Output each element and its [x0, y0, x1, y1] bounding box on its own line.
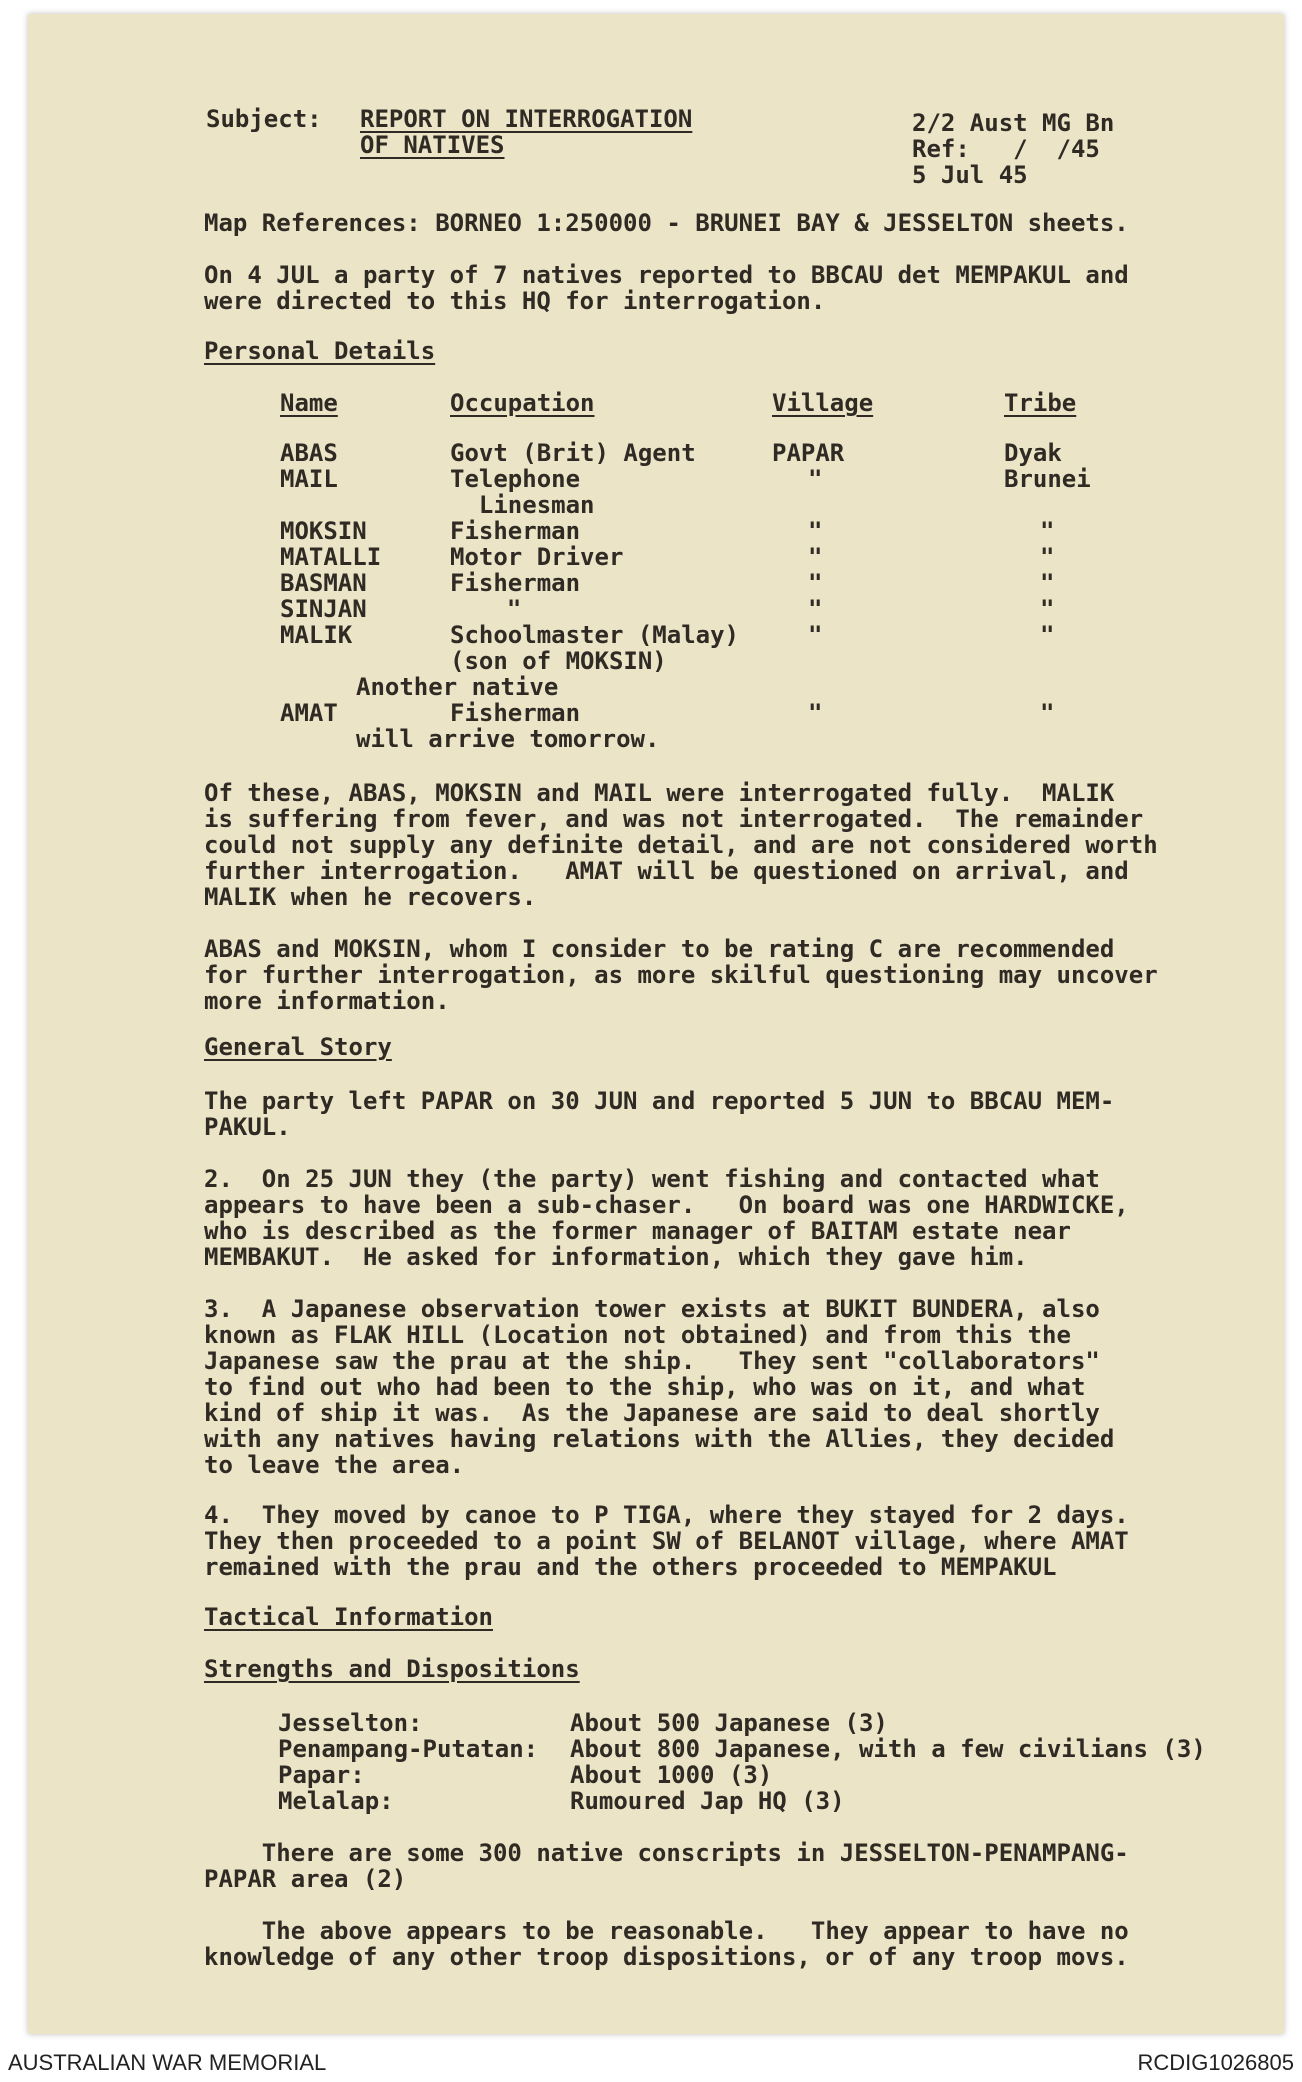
subject-line-2: OF NATIVES [360, 131, 505, 159]
disposition-detail: About 1000 (3) [570, 1761, 773, 1789]
col-header-occupation: Occupation [450, 389, 595, 417]
personal-details-heading: Personal Details [204, 337, 436, 365]
another-native-note: Another native [356, 673, 559, 701]
subject-line-1: REPORT ON INTERROGATION [360, 105, 693, 133]
col-header-name: Name [280, 389, 338, 417]
cell-tribe: " [1040, 699, 1055, 727]
cell-name: AMAT [280, 699, 338, 727]
paragraph-rating: ABAS and MOKSIN, whom I consider to be rating C are recommended for further interrogation, as more skilful questioning may uncover more information. [204, 935, 1158, 1015]
cell-village: " [808, 699, 823, 727]
cell-village: " [808, 595, 823, 623]
cell-occupation: Motor Driver [450, 543, 624, 571]
cell-village: " [808, 465, 823, 493]
disposition-place: Penampang-Putatan: [278, 1735, 539, 1763]
cell-occupation: Fisherman [450, 517, 581, 545]
cell-village: " [808, 517, 823, 545]
cell-village: " [808, 569, 823, 597]
cell-name: MALIK [280, 621, 353, 649]
cell-name: ABAS [280, 439, 338, 467]
subject-label: Subject: [206, 105, 322, 133]
cell-occupation: Telephone Linesman [450, 465, 595, 519]
paragraph-reasonable: The above appears to be reasonable. They appear to have no knowledge of any other troop dispositions, or of any troop movs. [204, 1917, 1129, 1971]
paragraph-interrogation: Of these, ABAS, MOKSIN and MAIL were interrogated fully. MALIK is suffering from fever, and was not interrogated. The remainder could not supply any definite detail, and are not considered worth further interrogation. AMAT will be questioned on arrival, and MALIK when he recovers. [204, 779, 1158, 911]
col-header-village: Village [772, 389, 874, 417]
paragraph-conscripts: There are some 300 native conscripts in JESSELTON-PENAMPANG- PAPAR area (2) [204, 1839, 1129, 1893]
paragraph-4: 4. They moved by canoe to P TIGA, where they stayed for 2 days. They then proceeded to a point SW of BELANOT village, where AMAT remained with the prau and the others proceeded to MEMPAKUL [204, 1501, 1129, 1581]
cell-village: " [808, 621, 823, 649]
cell-village: " [808, 543, 823, 571]
cell-tribe: Brunei [1004, 465, 1091, 493]
general-story-heading: General Story [204, 1033, 392, 1061]
cell-name: MOKSIN [280, 517, 367, 545]
disposition-detail: Rumoured Jap HQ (3) [570, 1787, 845, 1815]
cell-tribe: " [1040, 595, 1055, 623]
archive-footer [0, 2044, 1302, 2082]
cell-occupation: " [478, 595, 522, 623]
reference: Ref: / /45 [912, 135, 1100, 163]
strengths-heading: Strengths and Dispositions [204, 1655, 580, 1683]
disposition-detail: About 800 Japanese, with a few civilians (3) [570, 1735, 1206, 1763]
cell-tribe: " [1040, 621, 1055, 649]
col-header-tribe: Tribe [1004, 389, 1077, 417]
cell-occupation: Fisherman [450, 699, 581, 727]
cell-occupation: Schoolmaster (Malay) (son of MOKSIN) [450, 621, 739, 675]
cell-occupation: Fisherman [450, 569, 581, 597]
disposition-place: Jesselton: [278, 1709, 423, 1737]
footer-source: AUSTRALIAN WAR MEMORIAL [8, 2050, 327, 2075]
cell-tribe: " [1040, 543, 1055, 571]
paragraph-party: The party left PAPAR on 30 JUN and reported 5 JUN to BBCAU MEM- PAKUL. [204, 1087, 1115, 1141]
cell-name: MAIL [280, 465, 338, 493]
paragraph-2: 2. On 25 JUN they (the party) went fishing and contacted what appears to have been a sub-chaser. On board was one HARDWICKE, who is described as the former manager of BAITAM estate near MEMBAKUT. He asked for information, which they gave him. [204, 1165, 1129, 1271]
cell-tribe: Dyak [1004, 439, 1062, 467]
cell-name: BASMAN [280, 569, 367, 597]
cell-name: SINJAN [280, 595, 367, 623]
cell-tribe: " [1040, 517, 1055, 545]
cell-village: PAPAR [772, 439, 845, 467]
map-references: Map References: BORNEO 1:250000 - BRUNEI BAY & JESSELTON sheets. [204, 209, 1129, 237]
disposition-place: Papar: [278, 1761, 365, 1789]
disposition-detail: About 500 Japanese (3) [570, 1709, 888, 1737]
intro-paragraph: On 4 JUL a party of 7 natives reported to BBCAU det MEMPAKUL and were directed to this HQ for interrogation. [204, 261, 1129, 315]
paragraph-3: 3. A Japanese observation tower exists at BUKIT BUNDERA, also known as FLAK HILL (Location not obtained) and from this the Japanese saw the prau at the ship. They sent "collaborators" to find out who had been to the ship, who was on it, and what kind of ship it was. As the Japanese are said to deal shortly with any natives having relations with the Allies, they decided to leave the area. [204, 1295, 1115, 1479]
unit-name: 2/2 Aust MG Bn [912, 109, 1115, 137]
report-date: 5 Jul 45 [912, 161, 1028, 189]
footer-id: RCDIG1026805 [1137, 2050, 1294, 2075]
cell-name: MATALLI [280, 543, 382, 571]
tactical-info-heading: Tactical Information [204, 1603, 493, 1631]
cell-occupation: Govt (Brit) Agent [450, 439, 696, 467]
cell-tribe: " [1040, 569, 1055, 597]
arrive-note: will arrive tomorrow. [356, 725, 660, 753]
disposition-place: Melalap: [278, 1787, 394, 1815]
